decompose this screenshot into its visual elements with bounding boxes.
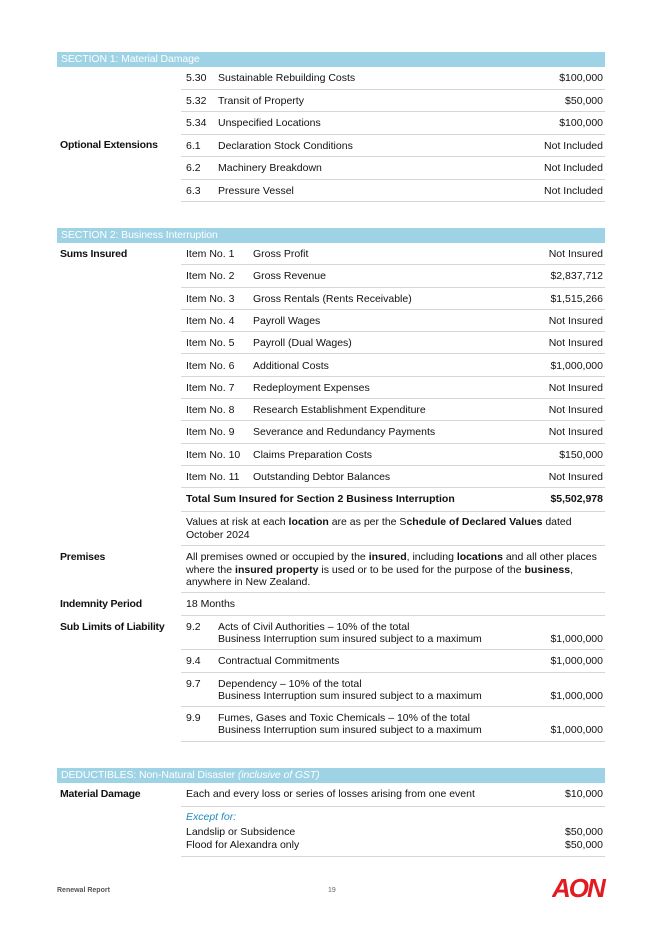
clause-value: $100,000 — [559, 72, 603, 84]
item-description: Claims Preparation Costs — [253, 448, 373, 461]
item-number: Item No. 7 — [186, 381, 235, 394]
item-description: Payroll (Dual Wages) — [253, 337, 352, 350]
section1-row — [181, 90, 605, 113]
clause-number: 5.32 — [186, 94, 207, 107]
total-row — [181, 488, 605, 512]
premises-label: Premises — [60, 551, 106, 563]
bi-item-row — [181, 310, 605, 332]
sub-limit-value: $1,000,000 — [550, 690, 603, 702]
bi-item-row — [181, 265, 605, 287]
clause-number: 5.30 — [186, 72, 207, 84]
clause-description: Unspecified Locations — [218, 117, 321, 129]
section1-row — [181, 135, 605, 158]
item-value: Not Insured — [548, 404, 603, 417]
item-value: Not Insured — [548, 471, 603, 483]
section2-header: SECTION 2: Business Interruption — [57, 228, 605, 243]
deductibles-header: DEDUCTIBLES: Non-Natural Disaster (inclusive of GST) — [57, 768, 605, 783]
sub-limit-value: $1,000,000 — [550, 724, 603, 736]
exceptions-row — [181, 807, 605, 857]
exception-value: $50,000 — [565, 826, 603, 838]
item-number: Item No. 11 — [186, 471, 240, 483]
clause-value: $50,000 — [565, 94, 603, 107]
item-description: Outstanding Debtor Balances — [253, 471, 391, 483]
item-number: Item No. 4 — [186, 314, 235, 327]
exception-desc: Flood for Alexandra only — [186, 839, 300, 851]
bi-item-row — [181, 288, 605, 310]
item-value: $2,837,712 — [550, 270, 603, 283]
sub-limit-number: 9.9 — [186, 712, 201, 724]
item-description: Research Establishment Expenditure — [253, 404, 426, 417]
md-deductible-row — [181, 783, 605, 807]
sub-limit-row — [181, 616, 605, 650]
indemnity-period-label: Indemnity Period — [60, 598, 142, 610]
sub-limit-description: Contractual Commitments — [218, 655, 340, 667]
clause-description: Sustainable Rebuilding Costs — [218, 72, 356, 84]
sub-limit-description: Dependency – 10% of the total — [218, 678, 362, 690]
item-description: Additional Costs — [253, 359, 329, 372]
footer-page-number: 19 — [328, 887, 336, 894]
aon-logo-text: AON — [552, 874, 604, 900]
sub-limit-number: 9.7 — [186, 678, 201, 690]
clause-description: Pressure Vessel — [218, 184, 294, 197]
item-number: Item No. 6 — [186, 359, 235, 372]
sub-limit-description: Fumes, Gases and Toxic Chemicals – 10% of the total — [218, 712, 470, 724]
item-value: Not Insured — [548, 314, 603, 327]
md-deductible-value: $10,000 — [565, 788, 603, 800]
sub-limit-value: $1,000,000 — [550, 655, 603, 667]
bi-item-row — [181, 332, 605, 354]
item-description: Severance and Redundancy Payments — [253, 426, 436, 439]
bi-item-row — [181, 399, 605, 421]
clause-number: 6.2 — [186, 162, 201, 174]
item-value: Not Insured — [548, 248, 603, 260]
sub-limit-number: 9.4 — [186, 655, 201, 667]
clause-description: Machinery Breakdown — [218, 162, 322, 174]
bi-item-row — [181, 421, 605, 443]
footer-report-title: Renewal Report — [57, 887, 110, 894]
section1-row — [181, 180, 605, 203]
sub-limit-description-line2: Business Interruption sum insured subject to a maximum — [218, 690, 482, 702]
optional-extensions-label: Optional Extensions — [60, 139, 158, 151]
section1-header: SECTION 1: Material Damage — [57, 52, 605, 67]
sub-limit-description-line2: Business Interruption sum insured subject to a maximum — [218, 633, 482, 645]
item-value: Not Insured — [548, 337, 603, 350]
premises-text: All premises owned or occupied by the insured, including locations and all other places where the insured property is used or to be used for the purpose of the business, anywhere in New Zealand. — [186, 551, 597, 588]
total-value: $5,502,978 — [550, 493, 603, 505]
item-number: Item No. 3 — [186, 292, 235, 305]
bi-item-row — [181, 466, 605, 488]
total-label: Total Sum Insured for Section 2 Business Interruption — [186, 493, 455, 505]
item-description: Gross Profit — [253, 248, 309, 260]
item-value: $1,515,266 — [550, 292, 603, 305]
bi-item-row — [181, 243, 605, 265]
clause-number: 6.3 — [186, 184, 201, 197]
item-number: Item No. 10 — [186, 448, 241, 461]
section1-row — [181, 67, 605, 90]
item-description: Payroll Wages — [253, 314, 321, 327]
sub-limit-row — [181, 650, 605, 673]
exception-value: $50,000 — [565, 839, 603, 851]
clause-description: Declaration Stock Conditions — [218, 139, 353, 152]
values-note-row — [181, 512, 605, 546]
sub-limit-value: $1,000,000 — [550, 633, 603, 645]
indemnity-row — [181, 593, 605, 616]
aon-logo-icon — [552, 874, 608, 900]
bi-item-row — [181, 444, 605, 466]
item-value: Not Insured — [548, 426, 603, 439]
item-number: Item No. 1 — [186, 248, 235, 260]
clause-number: 5.34 — [186, 117, 207, 129]
item-number: Item No. 5 — [186, 337, 235, 350]
except-for-label: Except for: — [186, 811, 237, 823]
section1-row — [181, 112, 605, 135]
section1-row — [181, 157, 605, 180]
clause-value: Not Included — [544, 184, 603, 197]
item-description: Gross Rentals (Rents Receivable) — [253, 292, 412, 305]
material-damage-label: Material Damage — [60, 788, 141, 800]
item-number: Item No. 2 — [186, 270, 235, 283]
sub-limit-description: Acts of Civil Authorities – 10% of the total — [218, 621, 410, 633]
item-number: Item No. 8 — [186, 404, 235, 417]
md-deductible-text: Each and every loss or series of losses arising from one event — [186, 788, 475, 800]
sub-limit-row — [181, 673, 605, 707]
bi-item-row — [181, 355, 605, 377]
clause-value: $100,000 — [559, 117, 603, 129]
sums-insured-label: Sums Insured — [60, 248, 128, 260]
sub-limit-number: 9.2 — [186, 621, 201, 633]
sub-limits-label: Sub Limits of Liability — [60, 621, 165, 633]
values-note: Values at risk at each location are as per the Schedule of Declared Values dated October 2024 — [186, 516, 572, 541]
bi-item-row — [181, 377, 605, 399]
item-description: Gross Revenue — [253, 270, 326, 283]
clause-value: Not Included — [544, 162, 603, 174]
sub-limit-row — [181, 707, 605, 742]
premises-row — [181, 546, 605, 593]
clause-value: Not Included — [544, 139, 603, 152]
item-value: $1,000,000 — [550, 359, 603, 372]
item-value: Not Insured — [548, 381, 603, 394]
item-description: Redeployment Expenses — [253, 381, 370, 394]
exception-desc: Landslip or Subsidence — [186, 826, 296, 838]
indemnity-value: 18 Months — [186, 598, 236, 610]
clause-description: Transit of Property — [218, 94, 304, 107]
item-number: Item No. 9 — [186, 426, 235, 439]
item-value: $150,000 — [559, 448, 603, 461]
clause-number: 6.1 — [186, 139, 201, 152]
sub-limit-description-line2: Business Interruption sum insured subject to a maximum — [218, 724, 482, 736]
